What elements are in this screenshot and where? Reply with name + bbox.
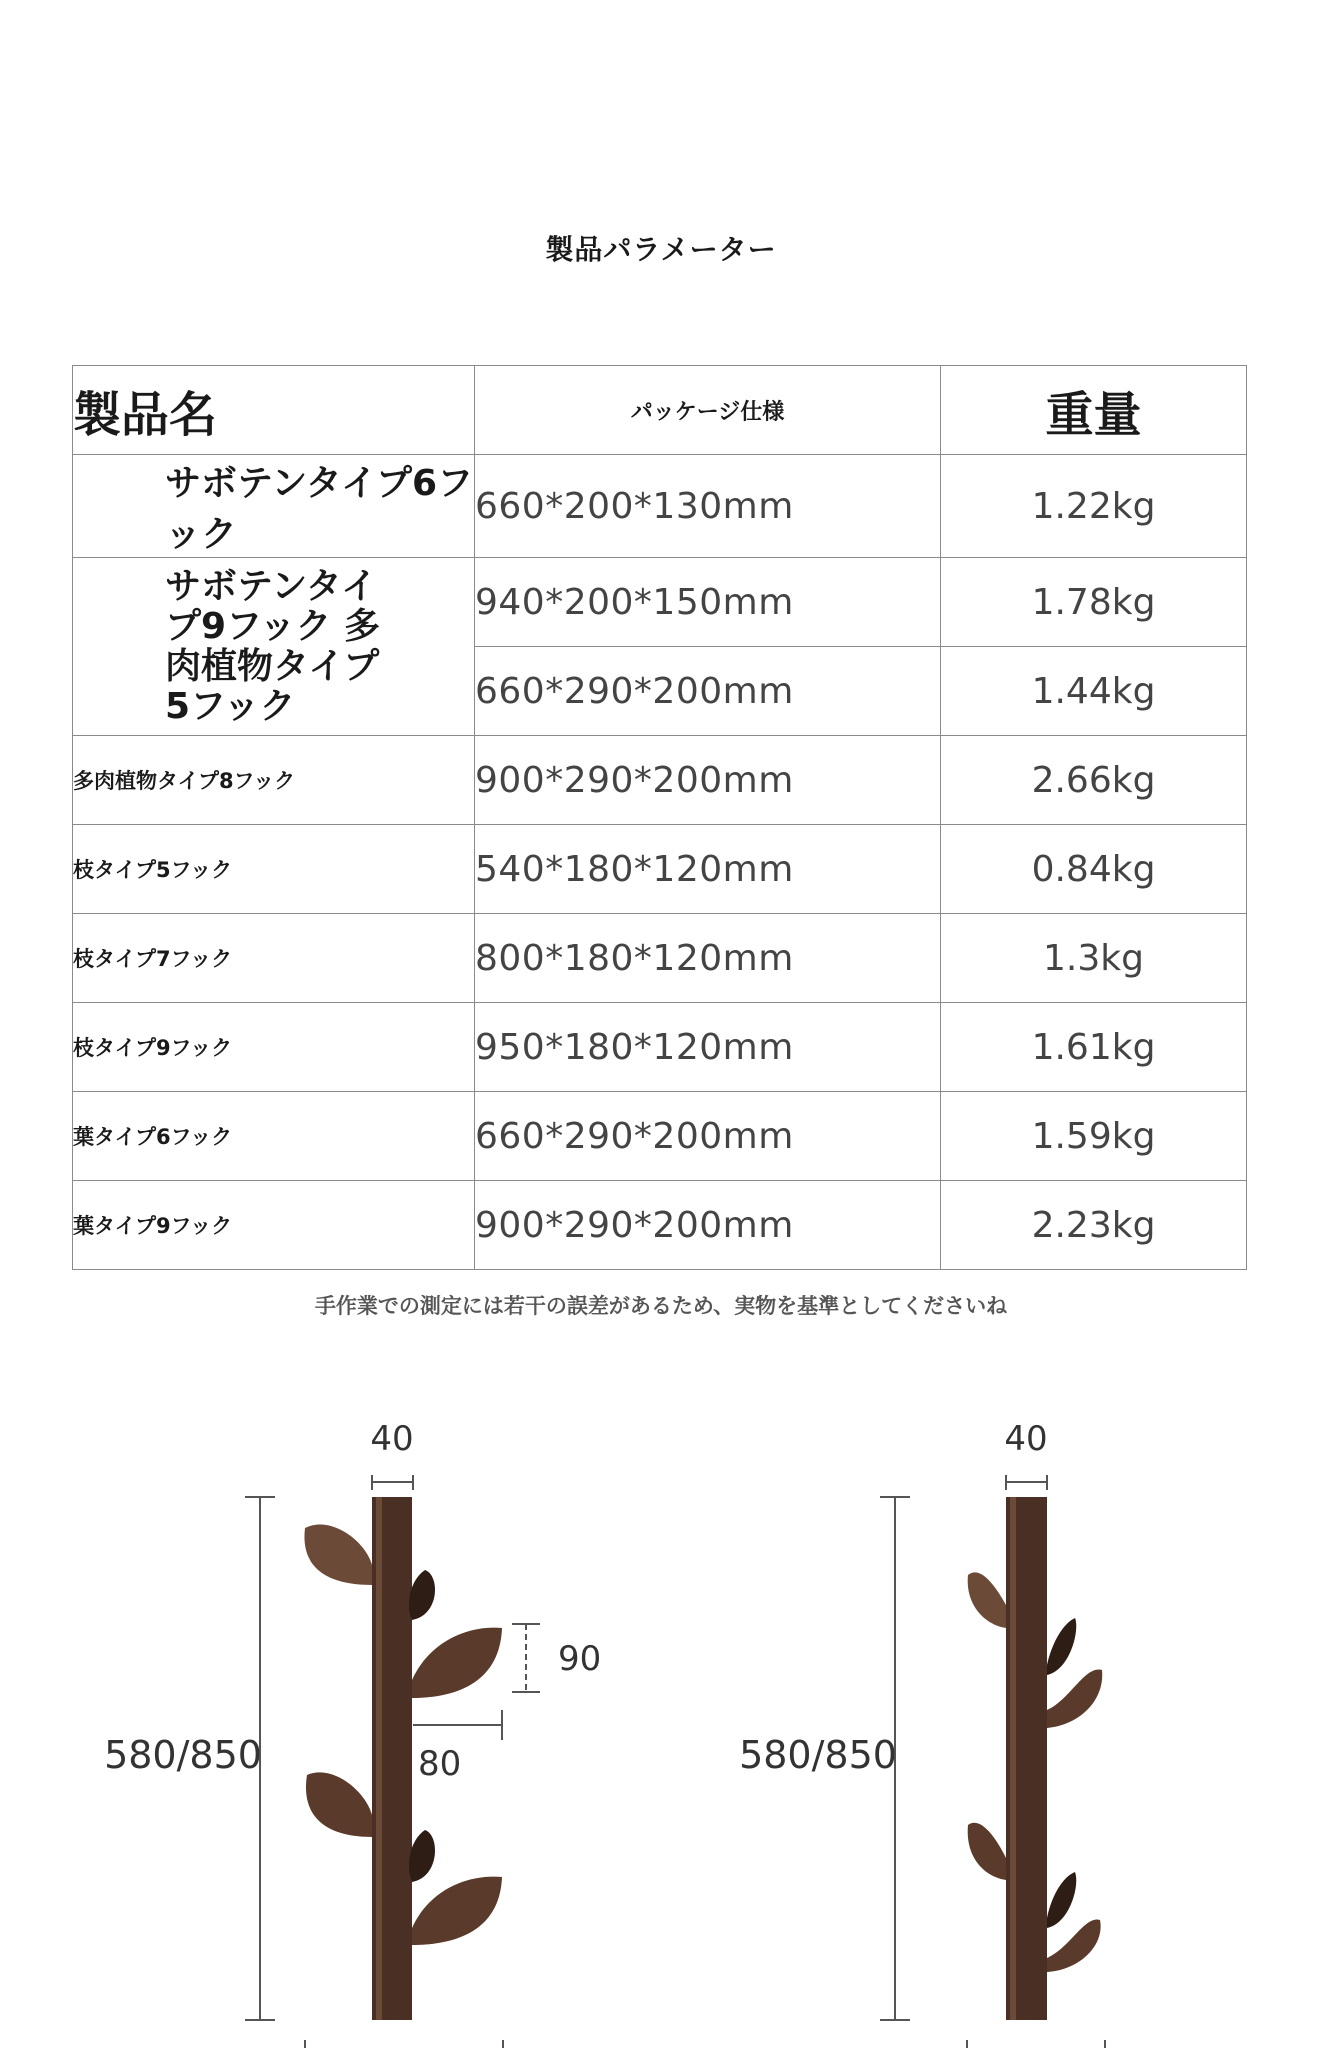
- right-height-label: 580/850: [739, 1733, 897, 1777]
- product-name-cell: サボテンタイプ6フック: [73, 455, 475, 558]
- product-name-cell: 枝タイプ7フック: [73, 914, 475, 1003]
- table-row: [73, 825, 1247, 914]
- left-leaf-hook: [412, 1628, 502, 1698]
- package-cell: 660*200*130mm: [475, 455, 941, 558]
- header-package: パッケージ仕様: [475, 366, 941, 455]
- weight-cell: 1.3kg: [941, 914, 1247, 1003]
- weight-cell: 1.61kg: [941, 1003, 1247, 1092]
- right-branch-hook: [968, 1823, 1006, 1880]
- package-cell: 660*290*200mm: [475, 1092, 941, 1181]
- weight-cell: 2.23kg: [941, 1181, 1247, 1270]
- weight-cell: 1.78kg: [941, 558, 1247, 647]
- left-leaf-hook: [306, 1772, 372, 1837]
- left-leaf-hook: [409, 1830, 435, 1882]
- header-product-name: 製品名: [73, 366, 475, 455]
- right-branch-hook: [968, 1572, 1006, 1628]
- right-branch-hook: [1047, 1618, 1076, 1675]
- package-cell: 940*200*150mm: [475, 558, 941, 647]
- left-leaf-hook: [412, 1877, 502, 1945]
- table-row: [73, 1003, 1247, 1092]
- right-rack-drawing: [739, 1419, 1105, 2048]
- table-row: [73, 1092, 1247, 1181]
- package-cell: 660*290*200mm: [475, 647, 941, 736]
- package-cell: 540*180*120mm: [475, 825, 941, 914]
- product-name-cell: 多肉植物タイプ8フック: [73, 736, 475, 825]
- spec-table: [72, 365, 1247, 1270]
- weight-cell: 1.59kg: [941, 1092, 1247, 1181]
- product-name-cell: [73, 558, 475, 736]
- table-row: [73, 558, 1247, 647]
- left-width-label: 40: [370, 1419, 414, 1459]
- header-weight: 重量: [941, 366, 1247, 455]
- table-row: [73, 914, 1247, 1003]
- package-cell: 900*290*200mm: [475, 1181, 941, 1270]
- weight-cell: 1.22kg: [941, 455, 1247, 558]
- product-name-cell: 枝タイプ9フック: [73, 1003, 475, 1092]
- table-row: [73, 736, 1247, 825]
- left-leaf-hook: [304, 1524, 372, 1585]
- product-name-multiline: サボテンタイプ9フック 多肉植物タイプ5フック: [165, 565, 381, 727]
- right-width-label: 40: [1004, 1419, 1048, 1459]
- weight-cell: 1.44kg: [941, 647, 1247, 736]
- package-cell: 800*180*120mm: [475, 914, 941, 1003]
- left-rack-drawing: [104, 1419, 601, 2048]
- table-row: [73, 455, 1247, 558]
- table-header-row: [73, 366, 1247, 455]
- page-title: 製品パラメーター: [545, 233, 777, 266]
- package-cell: 950*180*120mm: [475, 1003, 941, 1092]
- left-hook-height-label: 90: [558, 1639, 602, 1679]
- right-branch-hook: [1047, 1670, 1102, 1728]
- measurement-note: 手作業での測定には若干の誤差があるため、実物を基準としてくださいね: [314, 1294, 1008, 1318]
- dimension-diagram: [0, 1380, 1322, 2048]
- product-name-cell: 葉タイプ9フック: [73, 1181, 475, 1270]
- package-cell: 900*290*200mm: [475, 736, 941, 825]
- right-branch-hook: [1047, 1919, 1101, 1972]
- product-name-cell: 枝タイプ5フック: [73, 825, 475, 914]
- left-hook-depth-label: 80: [418, 1744, 462, 1784]
- weight-cell: 0.84kg: [941, 825, 1247, 914]
- weight-cell: 2.66kg: [941, 736, 1247, 825]
- table-row: [73, 1181, 1247, 1270]
- left-leaf-hook: [409, 1570, 435, 1620]
- left-height-label: 580/850: [104, 1733, 262, 1777]
- product-name-cell: 葉タイプ6フック: [73, 1092, 475, 1181]
- right-branch-hook: [1047, 1872, 1076, 1928]
